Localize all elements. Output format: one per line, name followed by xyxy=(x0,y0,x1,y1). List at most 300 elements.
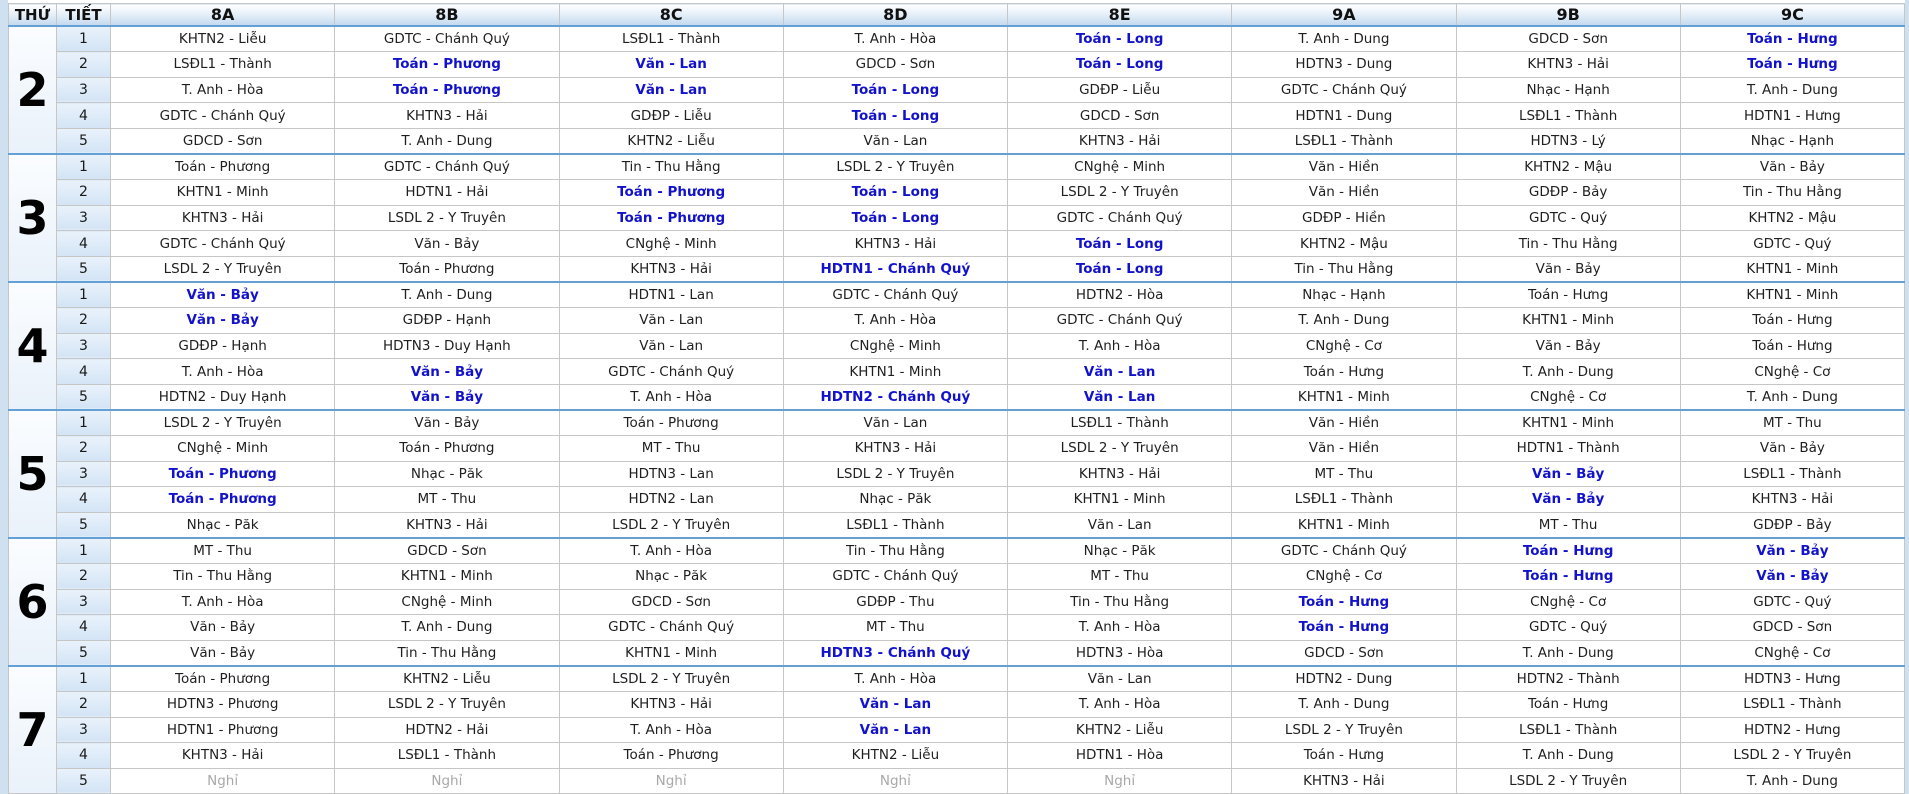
subject-cell-9b-day2-p4: LSĐL1 - Thành xyxy=(1456,103,1680,129)
subject-cell-9b-day4-p5: CNghệ - Cơ xyxy=(1456,384,1680,410)
timetable-row-day5-period5 xyxy=(9,512,1905,538)
subject-cell-9a-day4-p5: KHTN1 - Minh xyxy=(1232,384,1456,410)
period-number: 2 xyxy=(57,563,111,589)
subject-cell-8a-day5-p5: Nhạc - Păk xyxy=(111,512,335,538)
day-label-3: 3 xyxy=(9,154,57,282)
day-label-6: 6 xyxy=(9,538,57,666)
subject-cell-8c-day6-p3: GDCD - Sơn xyxy=(559,589,783,615)
subject-cell-9c-day7-p2: LSĐL1 - Thành xyxy=(1680,691,1904,717)
timetable-row-day3-period3 xyxy=(9,205,1905,231)
subject-cell-8d-day4-p3: CNghệ - Minh xyxy=(783,333,1007,359)
subject-cell-8a-day7-p1: Toán - Phương xyxy=(111,666,335,692)
subject-cell-8d-day3-p5: HDTN1 - Chánh Quý xyxy=(783,256,1007,282)
subject-cell-9b-day2-p2: KHTN3 - Hải xyxy=(1456,52,1680,78)
timetable-row-day6-period3 xyxy=(9,589,1905,615)
subject-cell-8b-day4-p4: Văn - Bảy xyxy=(335,359,559,385)
subject-cell-9b-day7-p2: Toán - Hưng xyxy=(1456,691,1680,717)
subject-cell-8c-day5-p4: HDTN2 - Lan xyxy=(559,487,783,513)
subject-cell-8d-day6-p2: GDTC - Chánh Quý xyxy=(783,563,1007,589)
subject-cell-8c-day4-p4: GDTC - Chánh Quý xyxy=(559,359,783,385)
subject-cell-8c-day3-p5: KHTN3 - Hải xyxy=(559,256,783,282)
subject-cell-8d-day3-p4: KHTN3 - Hải xyxy=(783,231,1007,257)
subject-cell-9c-day5-p3: LSĐL1 - Thành xyxy=(1680,461,1904,487)
subject-cell-9a-day5-p5: KHTN1 - Minh xyxy=(1232,512,1456,538)
timetable xyxy=(8,3,1905,794)
period-number: 1 xyxy=(57,154,111,180)
period-number: 2 xyxy=(57,52,111,78)
subject-cell-8e-day7-p3: KHTN2 - Liễu xyxy=(1008,717,1232,743)
timetable-row-day4-period5 xyxy=(9,384,1905,410)
subject-cell-8d-day2-p2: GDCD - Sơn xyxy=(783,52,1007,78)
subject-cell-9a-day2-p2: HDTN3 - Dung xyxy=(1232,52,1456,78)
subject-cell-8e-day4-p4: Văn - Lan xyxy=(1008,359,1232,385)
column-header-8d: 8D xyxy=(783,4,1007,27)
subject-cell-9c-day3-p2: Tin - Thu Hằng xyxy=(1680,180,1904,206)
subject-cell-9c-day2-p4: HDTN1 - Hưng xyxy=(1680,103,1904,129)
subject-cell-8c-day7-p1: LSDL 2 - Y Truyên xyxy=(559,666,783,692)
subject-cell-9b-day2-p1: GDCD - Sơn xyxy=(1456,26,1680,52)
period-number: 4 xyxy=(57,615,111,641)
timetable-row-day2-period3 xyxy=(9,77,1905,103)
subject-cell-8a-day6-p2: Tin - Thu Hằng xyxy=(111,563,335,589)
period-number: 2 xyxy=(57,180,111,206)
subject-cell-9b-day2-p5: HDTN3 - Lý xyxy=(1456,128,1680,154)
subject-cell-8e-day5-p2: LSDL 2 - Y Truyên xyxy=(1008,436,1232,462)
timetable-row-day3-period1 xyxy=(9,154,1905,180)
subject-cell-8b-day5-p4: MT - Thu xyxy=(335,487,559,513)
subject-cell-9c-day7-p3: HDTN2 - Hưng xyxy=(1680,717,1904,743)
subject-cell-9b-day4-p3: Văn - Bảy xyxy=(1456,333,1680,359)
subject-cell-9b-day7-p5: LSDL 2 - Y Truyên xyxy=(1456,768,1680,794)
subject-cell-8a-day4-p4: T. Anh - Hòa xyxy=(111,359,335,385)
subject-cell-9b-day7-p1: HDTN2 - Thành xyxy=(1456,666,1680,692)
subject-cell-8a-day3-p4: GDTC - Chánh Quý xyxy=(111,231,335,257)
subject-cell-8e-day3-p4: Toán - Long xyxy=(1008,231,1232,257)
subject-cell-8c-day3-p1: Tin - Thu Hằng xyxy=(559,154,783,180)
subject-cell-9a-day6-p5: GDCD - Sơn xyxy=(1232,640,1456,666)
subject-cell-8c-day5-p1: Toán - Phương xyxy=(559,410,783,436)
subject-cell-8d-day2-p1: T. Anh - Hòa xyxy=(783,26,1007,52)
timetable-row-day6-period5 xyxy=(9,640,1905,666)
subject-cell-8d-day5-p2: KHTN3 - Hải xyxy=(783,436,1007,462)
subject-cell-8e-day4-p5: Văn - Lan xyxy=(1008,384,1232,410)
timetable-row-day7-period3 xyxy=(9,717,1905,743)
subject-cell-8e-day3-p1: CNghệ - Minh xyxy=(1008,154,1232,180)
subject-cell-9a-day4-p2: T. Anh - Dung xyxy=(1232,308,1456,334)
subject-cell-8d-day3-p3: Toán - Long xyxy=(783,205,1007,231)
subject-cell-8b-day5-p2: Toán - Phương xyxy=(335,436,559,462)
subject-cell-9b-day7-p4: T. Anh - Dung xyxy=(1456,743,1680,769)
subject-cell-9b-day6-p4: GDTC - Quý xyxy=(1456,615,1680,641)
subject-cell-8e-day3-p2: LSDL 2 - Y Truyên xyxy=(1008,180,1232,206)
subject-cell-8c-day5-p5: LSDL 2 - Y Truyên xyxy=(559,512,783,538)
timetable-frame xyxy=(8,0,1905,794)
subject-cell-8b-day5-p3: Nhạc - Păk xyxy=(335,461,559,487)
subject-cell-9a-day6-p1: GDTC - Chánh Quý xyxy=(1232,538,1456,564)
timetable-row-day5-period4 xyxy=(9,487,1905,513)
subject-cell-8c-day4-p5: T. Anh - Hòa xyxy=(559,384,783,410)
subject-cell-8c-day5-p3: HDTN3 - Lan xyxy=(559,461,783,487)
subject-cell-8c-day3-p2: Toán - Phương xyxy=(559,180,783,206)
subject-cell-8a-day2-p4: GDTC - Chánh Quý xyxy=(111,103,335,129)
subject-cell-9a-day7-p5: KHTN3 - Hải xyxy=(1232,768,1456,794)
subject-cell-8c-day6-p5: KHTN1 - Minh xyxy=(559,640,783,666)
subject-cell-8c-day7-p5: Nghỉ xyxy=(559,768,783,794)
subject-cell-8a-day7-p3: HDTN1 - Phương xyxy=(111,717,335,743)
subject-cell-8d-day6-p5: HDTN3 - Chánh Quý xyxy=(783,640,1007,666)
timetable-row-day4-period1 xyxy=(9,282,1905,308)
timetable-row-day5-period3 xyxy=(9,461,1905,487)
subject-cell-9b-day4-p1: Toán - Hưng xyxy=(1456,282,1680,308)
subject-cell-8c-day7-p3: T. Anh - Hòa xyxy=(559,717,783,743)
subject-cell-8d-day4-p2: T. Anh - Hòa xyxy=(783,308,1007,334)
timetable-row-day4-period4 xyxy=(9,359,1905,385)
subject-cell-8e-day4-p2: GDTC - Chánh Quý xyxy=(1008,308,1232,334)
subject-cell-9c-day2-p3: T. Anh - Dung xyxy=(1680,77,1904,103)
subject-cell-9a-day3-p4: KHTN2 - Mậu xyxy=(1232,231,1456,257)
subject-cell-9a-day5-p2: Văn - Hiền xyxy=(1232,436,1456,462)
period-number: 1 xyxy=(57,282,111,308)
period-number: 3 xyxy=(57,77,111,103)
subject-cell-8e-day2-p1: Toán - Long xyxy=(1008,26,1232,52)
period-number: 3 xyxy=(57,205,111,231)
subject-cell-8b-day4-p3: HDTN3 - Duy Hạnh xyxy=(335,333,559,359)
timetable-body xyxy=(9,26,1905,794)
subject-cell-8e-day3-p3: GDTC - Chánh Quý xyxy=(1008,205,1232,231)
subject-cell-8b-day6-p5: Tin - Thu Hằng xyxy=(335,640,559,666)
subject-cell-9a-day5-p3: MT - Thu xyxy=(1232,461,1456,487)
subject-cell-9a-day2-p1: T. Anh - Dung xyxy=(1232,26,1456,52)
subject-cell-9c-day3-p5: KHTN1 - Minh xyxy=(1680,256,1904,282)
subject-cell-8c-day6-p1: T. Anh - Hòa xyxy=(559,538,783,564)
subject-cell-8a-day5-p3: Toán - Phương xyxy=(111,461,335,487)
subject-cell-9a-day6-p2: CNghệ - Cơ xyxy=(1232,563,1456,589)
subject-cell-9c-day7-p5: T. Anh - Dung xyxy=(1680,768,1904,794)
subject-cell-9c-day4-p5: T. Anh - Dung xyxy=(1680,384,1904,410)
subject-cell-8e-day6-p4: T. Anh - Hòa xyxy=(1008,615,1232,641)
column-header-8b: 8B xyxy=(335,4,559,27)
subject-cell-9c-day6-p1: Văn - Bảy xyxy=(1680,538,1904,564)
column-header-8c: 8C xyxy=(559,4,783,27)
subject-cell-9a-day4-p4: Toán - Hưng xyxy=(1232,359,1456,385)
subject-cell-9b-day6-p3: CNghệ - Cơ xyxy=(1456,589,1680,615)
subject-cell-8e-day6-p1: Nhạc - Păk xyxy=(1008,538,1232,564)
subject-cell-8a-day7-p4: KHTN3 - Hải xyxy=(111,743,335,769)
subject-cell-8d-day5-p5: LSĐL1 - Thành xyxy=(783,512,1007,538)
subject-cell-8a-day3-p2: KHTN1 - Minh xyxy=(111,180,335,206)
subject-cell-9c-day6-p2: Văn - Bảy xyxy=(1680,563,1904,589)
timetable-row-day7-period5 xyxy=(9,768,1905,794)
column-header-8e: 8E xyxy=(1008,4,1232,27)
period-number: 5 xyxy=(57,768,111,794)
subject-cell-9a-day7-p4: Toán - Hưng xyxy=(1232,743,1456,769)
subject-cell-8b-day2-p4: KHTN3 - Hải xyxy=(335,103,559,129)
day-label-2: 2 xyxy=(9,26,57,154)
period-number: 5 xyxy=(57,128,111,154)
subject-cell-8a-day5-p2: CNghệ - Minh xyxy=(111,436,335,462)
subject-cell-8b-day2-p2: Toán - Phương xyxy=(335,52,559,78)
column-header-8a: 8A xyxy=(111,4,335,27)
timetable-row-day4-period3 xyxy=(9,333,1905,359)
subject-cell-9a-day7-p1: HDTN2 - Dung xyxy=(1232,666,1456,692)
subject-cell-8b-day4-p1: T. Anh - Dung xyxy=(335,282,559,308)
subject-cell-8d-day2-p5: Văn - Lan xyxy=(783,128,1007,154)
timetable-row-day2-period4 xyxy=(9,103,1905,129)
subject-cell-8a-day3-p5: LSDL 2 - Y Truyên xyxy=(111,256,335,282)
subject-cell-8a-day5-p1: LSDL 2 - Y Truyên xyxy=(111,410,335,436)
subject-cell-8b-day2-p5: T. Anh - Dung xyxy=(335,128,559,154)
subject-cell-8a-day4-p3: GDĐP - Hạnh xyxy=(111,333,335,359)
subject-cell-9b-day5-p5: MT - Thu xyxy=(1456,512,1680,538)
subject-cell-9c-day6-p4: GDCD - Sơn xyxy=(1680,615,1904,641)
subject-cell-8c-day3-p3: Toán - Phương xyxy=(559,205,783,231)
subject-cell-9b-day5-p3: Văn - Bảy xyxy=(1456,461,1680,487)
timetable-row-day4-period2 xyxy=(9,308,1905,334)
subject-cell-8e-day6-p2: MT - Thu xyxy=(1008,563,1232,589)
period-number: 4 xyxy=(57,487,111,513)
subject-cell-8c-day2-p3: Văn - Lan xyxy=(559,77,783,103)
subject-cell-9c-day7-p4: LSDL 2 - Y Truyên xyxy=(1680,743,1904,769)
subject-cell-8c-day7-p4: Toán - Phương xyxy=(559,743,783,769)
subject-cell-8b-day2-p3: Toán - Phương xyxy=(335,77,559,103)
subject-cell-8d-day6-p3: GDĐP - Thu xyxy=(783,589,1007,615)
timetable-row-day5-period2 xyxy=(9,436,1905,462)
timetable-row-day3-period5 xyxy=(9,256,1905,282)
subject-cell-8a-day6-p3: T. Anh - Hòa xyxy=(111,589,335,615)
column-header-thứ: THỨ xyxy=(9,4,57,27)
subject-cell-8b-day6-p2: KHTN1 - Minh xyxy=(335,563,559,589)
subject-cell-8b-day7-p1: KHTN2 - Liễu xyxy=(335,666,559,692)
timetable-row-day3-period4 xyxy=(9,231,1905,257)
subject-cell-8c-day4-p3: Văn - Lan xyxy=(559,333,783,359)
subject-cell-9c-day5-p4: KHTN3 - Hải xyxy=(1680,487,1904,513)
period-number: 5 xyxy=(57,256,111,282)
subject-cell-8d-day7-p3: Văn - Lan xyxy=(783,717,1007,743)
subject-cell-9a-day7-p3: LSDL 2 - Y Truyên xyxy=(1232,717,1456,743)
subject-cell-8b-day3-p1: GDTC - Chánh Quý xyxy=(335,154,559,180)
subject-cell-8b-day3-p5: Toán - Phương xyxy=(335,256,559,282)
subject-cell-9b-day3-p4: Tin - Thu Hằng xyxy=(1456,231,1680,257)
period-number: 5 xyxy=(57,384,111,410)
timetable-row-day6-period1 xyxy=(9,538,1905,564)
subject-cell-8e-day2-p4: GDCD - Sơn xyxy=(1008,103,1232,129)
subject-cell-9a-day6-p3: Toán - Hưng xyxy=(1232,589,1456,615)
period-number: 1 xyxy=(57,410,111,436)
subject-cell-8d-day4-p4: KHTN1 - Minh xyxy=(783,359,1007,385)
subject-cell-8e-day5-p5: Văn - Lan xyxy=(1008,512,1232,538)
subject-cell-8a-day6-p1: MT - Thu xyxy=(111,538,335,564)
subject-cell-8c-day3-p4: CNghệ - Minh xyxy=(559,231,783,257)
timetable-row-day7-period2 xyxy=(9,691,1905,717)
subject-cell-8c-day2-p4: GDĐP - Liễu xyxy=(559,103,783,129)
subject-cell-8b-day3-p4: Văn - Bảy xyxy=(335,231,559,257)
subject-cell-8c-day6-p2: Nhạc - Păk xyxy=(559,563,783,589)
subject-cell-9c-day4-p2: Toán - Hưng xyxy=(1680,308,1904,334)
subject-cell-8a-day2-p3: T. Anh - Hòa xyxy=(111,77,335,103)
subject-cell-8d-day7-p4: KHTN2 - Liễu xyxy=(783,743,1007,769)
subject-cell-9b-day6-p5: T. Anh - Dung xyxy=(1456,640,1680,666)
subject-cell-8e-day5-p3: KHTN3 - Hải xyxy=(1008,461,1232,487)
subject-cell-9a-day7-p2: T. Anh - Dung xyxy=(1232,691,1456,717)
subject-cell-9a-day3-p3: GDĐP - Hiền xyxy=(1232,205,1456,231)
timetable-row-day2-period5 xyxy=(9,128,1905,154)
period-number: 4 xyxy=(57,231,111,257)
subject-cell-8a-day7-p5: Nghỉ xyxy=(111,768,335,794)
subject-cell-8b-day7-p3: HDTN2 - Hải xyxy=(335,717,559,743)
subject-cell-8c-day6-p4: GDTC - Chánh Quý xyxy=(559,615,783,641)
subject-cell-8a-day6-p5: Văn - Bảy xyxy=(111,640,335,666)
subject-cell-9c-day4-p4: CNghệ - Cơ xyxy=(1680,359,1904,385)
subject-cell-8b-day3-p3: LSDL 2 - Y Truyên xyxy=(335,205,559,231)
subject-cell-8c-day4-p1: HDTN1 - Lan xyxy=(559,282,783,308)
subject-cell-8e-day7-p5: Nghỉ xyxy=(1008,768,1232,794)
subject-cell-9a-day4-p3: CNghệ - Cơ xyxy=(1232,333,1456,359)
subject-cell-9a-day2-p4: HDTN1 - Dung xyxy=(1232,103,1456,129)
day-label-4: 4 xyxy=(9,282,57,410)
subject-cell-9b-day5-p4: Văn - Bảy xyxy=(1456,487,1680,513)
subject-cell-9c-day5-p1: MT - Thu xyxy=(1680,410,1904,436)
subject-cell-9c-day3-p4: GDTC - Quý xyxy=(1680,231,1904,257)
subject-cell-9b-day3-p3: GDTC - Quý xyxy=(1456,205,1680,231)
subject-cell-9c-day7-p1: HDTN3 - Hưng xyxy=(1680,666,1904,692)
subject-cell-8d-day5-p3: LSDL 2 - Y Truyên xyxy=(783,461,1007,487)
period-number: 5 xyxy=(57,640,111,666)
subject-cell-8d-day2-p3: Toán - Long xyxy=(783,77,1007,103)
subject-cell-9c-day4-p3: Toán - Hưng xyxy=(1680,333,1904,359)
subject-cell-9a-day5-p1: Văn - Hiền xyxy=(1232,410,1456,436)
subject-cell-8d-day3-p1: LSDL 2 - Y Truyên xyxy=(783,154,1007,180)
column-header-9c: 9C xyxy=(1680,4,1904,27)
subject-cell-9b-day6-p1: Toán - Hưng xyxy=(1456,538,1680,564)
subject-cell-8d-day7-p5: Nghỉ xyxy=(783,768,1007,794)
subject-cell-8b-day3-p2: HDTN1 - Hải xyxy=(335,180,559,206)
timetable-row-day6-period4 xyxy=(9,615,1905,641)
subject-cell-9b-day3-p5: Văn - Bảy xyxy=(1456,256,1680,282)
subject-cell-8d-day4-p5: HDTN2 - Chánh Quý xyxy=(783,384,1007,410)
subject-cell-8c-day2-p2: Văn - Lan xyxy=(559,52,783,78)
timetable-row-day2-period2 xyxy=(9,52,1905,78)
subject-cell-8d-day4-p1: GDTC - Chánh Quý xyxy=(783,282,1007,308)
subject-cell-8b-day4-p2: GDĐP - Hạnh xyxy=(335,308,559,334)
subject-cell-9a-day3-p5: Tin - Thu Hằng xyxy=(1232,256,1456,282)
subject-cell-9c-day2-p5: Nhạc - Hạnh xyxy=(1680,128,1904,154)
subject-cell-8e-day6-p3: Tin - Thu Hằng xyxy=(1008,589,1232,615)
subject-cell-9b-day4-p4: T. Anh - Dung xyxy=(1456,359,1680,385)
subject-cell-8e-day4-p3: T. Anh - Hòa xyxy=(1008,333,1232,359)
subject-cell-9c-day3-p1: Văn - Bảy xyxy=(1680,154,1904,180)
timetable-row-day3-period2 xyxy=(9,180,1905,206)
subject-cell-9b-day7-p3: LSĐL1 - Thành xyxy=(1456,717,1680,743)
period-number: 4 xyxy=(57,743,111,769)
subject-cell-8a-day3-p1: Toán - Phương xyxy=(111,154,335,180)
subject-cell-8e-day7-p1: Văn - Lan xyxy=(1008,666,1232,692)
timetable-row-day5-period1 xyxy=(9,410,1905,436)
subject-cell-8b-day6-p4: T. Anh - Dung xyxy=(335,615,559,641)
subject-cell-9c-day6-p5: CNghệ - Cơ xyxy=(1680,640,1904,666)
period-number: 1 xyxy=(57,538,111,564)
period-number: 3 xyxy=(57,717,111,743)
subject-cell-8d-day5-p4: Nhạc - Păk xyxy=(783,487,1007,513)
day-label-7: 7 xyxy=(9,666,57,794)
subject-cell-8c-day2-p5: KHTN2 - Liễu xyxy=(559,128,783,154)
subject-cell-8b-day7-p5: Nghỉ xyxy=(335,768,559,794)
subject-cell-9a-day3-p2: Văn - Hiền xyxy=(1232,180,1456,206)
subject-cell-8d-day3-p2: Toán - Long xyxy=(783,180,1007,206)
subject-cell-8b-day6-p1: GDCD - Sơn xyxy=(335,538,559,564)
subject-cell-8a-day2-p2: LSĐL1 - Thành xyxy=(111,52,335,78)
period-number: 3 xyxy=(57,461,111,487)
subject-cell-9b-day3-p2: GDĐP - Bảy xyxy=(1456,180,1680,206)
timetable-row-day7-period4 xyxy=(9,743,1905,769)
subject-cell-9c-day2-p1: Toán - Hưng xyxy=(1680,26,1904,52)
period-number: 1 xyxy=(57,26,111,52)
subject-cell-8a-day3-p3: KHTN3 - Hải xyxy=(111,205,335,231)
subject-cell-8c-day5-p2: MT - Thu xyxy=(559,436,783,462)
subject-cell-9b-day2-p3: Nhạc - Hạnh xyxy=(1456,77,1680,103)
timetable-row-day7-period1 xyxy=(9,666,1905,692)
subject-cell-8c-day2-p1: LSĐL1 - Thành xyxy=(559,26,783,52)
subject-cell-9b-day6-p2: Toán - Hưng xyxy=(1456,563,1680,589)
subject-cell-8a-day5-p4: Toán - Phương xyxy=(111,487,335,513)
subject-cell-8a-day4-p5: HDTN2 - Duy Hạnh xyxy=(111,384,335,410)
subject-cell-8e-day2-p5: KHTN3 - Hải xyxy=(1008,128,1232,154)
period-number: 2 xyxy=(57,436,111,462)
subject-cell-9c-day5-p5: GDĐP - Bảy xyxy=(1680,512,1904,538)
subject-cell-8b-day7-p2: LSDL 2 - Y Truyên xyxy=(335,691,559,717)
header-row xyxy=(9,4,1905,27)
timetable-header xyxy=(9,4,1905,27)
timetable-row-day2-period1 xyxy=(9,26,1905,52)
subject-cell-9a-day5-p4: LSĐL1 - Thành xyxy=(1232,487,1456,513)
subject-cell-8b-day6-p3: CNghệ - Minh xyxy=(335,589,559,615)
subject-cell-8b-day7-p4: LSĐL1 - Thành xyxy=(335,743,559,769)
column-header-9b: 9B xyxy=(1456,4,1680,27)
subject-cell-9b-day5-p1: KHTN1 - Minh xyxy=(1456,410,1680,436)
subject-cell-9c-day5-p2: Văn - Bảy xyxy=(1680,436,1904,462)
subject-cell-8e-day5-p1: LSĐL1 - Thành xyxy=(1008,410,1232,436)
subject-cell-8a-day6-p4: Văn - Bảy xyxy=(111,615,335,641)
subject-cell-8a-day2-p5: GDCD - Sơn xyxy=(111,128,335,154)
period-number: 5 xyxy=(57,512,111,538)
subject-cell-8b-day2-p1: GDTC - Chánh Quý xyxy=(335,26,559,52)
subject-cell-9a-day3-p1: Văn - Hiền xyxy=(1232,154,1456,180)
subject-cell-9a-day6-p4: Toán - Hưng xyxy=(1232,615,1456,641)
subject-cell-8e-day7-p2: T. Anh - Hòa xyxy=(1008,691,1232,717)
subject-cell-8e-day2-p2: Toán - Long xyxy=(1008,52,1232,78)
subject-cell-8a-day7-p2: HDTN3 - Phương xyxy=(111,691,335,717)
subject-cell-9b-day4-p2: KHTN1 - Minh xyxy=(1456,308,1680,334)
period-number: 1 xyxy=(57,666,111,692)
subject-cell-8b-day5-p1: Văn - Bảy xyxy=(335,410,559,436)
timetable-row-day6-period2 xyxy=(9,563,1905,589)
subject-cell-8c-day7-p2: KHTN3 - Hải xyxy=(559,691,783,717)
period-number: 2 xyxy=(57,308,111,334)
period-number: 4 xyxy=(57,103,111,129)
subject-cell-9c-day3-p3: KHTN2 - Mậu xyxy=(1680,205,1904,231)
subject-cell-9c-day2-p2: Toán - Hưng xyxy=(1680,52,1904,78)
subject-cell-9c-day6-p3: GDTC - Quý xyxy=(1680,589,1904,615)
period-number: 3 xyxy=(57,589,111,615)
subject-cell-8e-day3-p5: Toán - Long xyxy=(1008,256,1232,282)
subject-cell-8a-day4-p2: Văn - Bảy xyxy=(111,308,335,334)
period-number: 3 xyxy=(57,333,111,359)
subject-cell-8a-day2-p1: KHTN2 - Liễu xyxy=(111,26,335,52)
subject-cell-8e-day4-p1: HDTN2 - Hòa xyxy=(1008,282,1232,308)
column-header-tiết: TIẾT xyxy=(57,4,111,27)
day-label-5: 5 xyxy=(9,410,57,538)
subject-cell-8e-day2-p3: GDĐP - Liễu xyxy=(1008,77,1232,103)
period-number: 2 xyxy=(57,691,111,717)
